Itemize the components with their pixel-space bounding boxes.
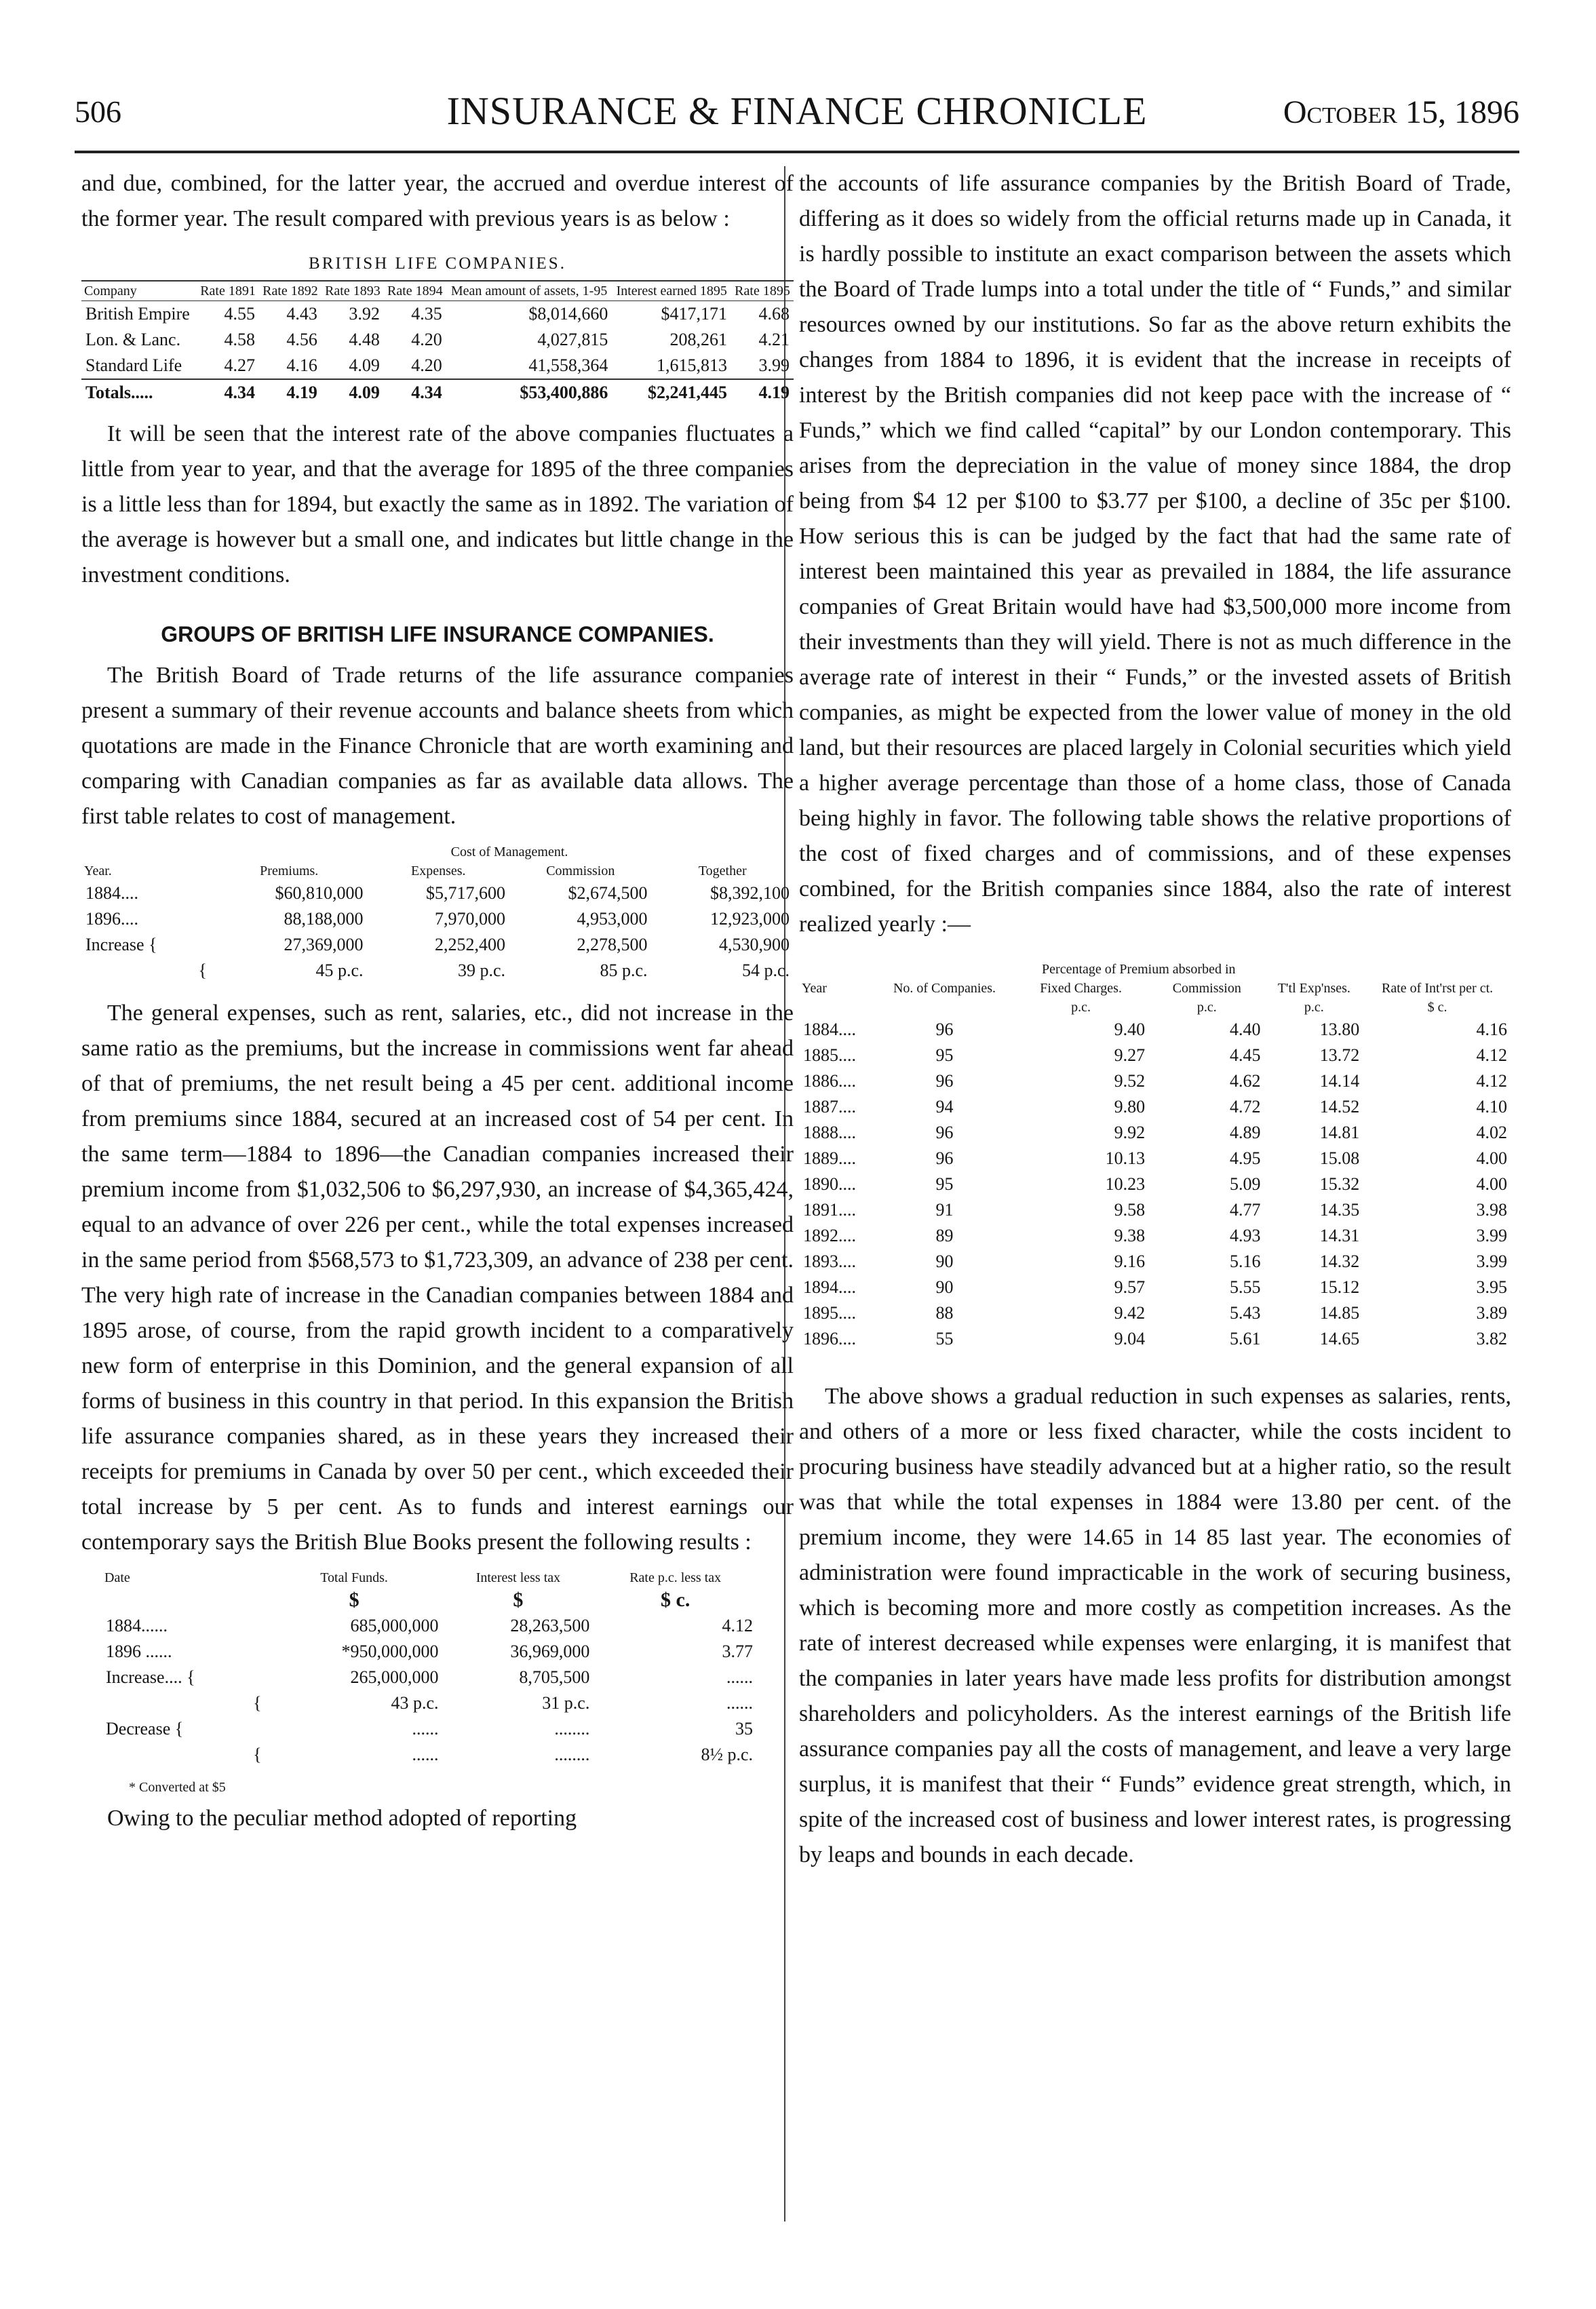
left-paragraph: The general expenses, such as rent, salaries, etc., did not increase in the same ratio as the premiums, but the increase in commissions went far ahead of that of premiums, the net result being a 45 per cent. additional income from premiums since 1884, secured at an increased cost of 54 per cent. In the same term—1884 to 1896—the Canadian companies increased their premium income from $1,032,506 to $6,297,930, an increase of $4,365,424, equal to an advance of over 226 per cent., while the total expenses increased in the same period from $568,573 to $1,723,309, an advance of 238 per cent. The very high rate of increase in the Canadian companies between 1884 and 1895 arose, of course, from the rapid growth incident to a comparatively new form of enterprise in this Dominion, and the general expansion of all forms of business in this country in that period. In this expansion the British life assurance companies shared, as in these years they increased their receipts for premiums in Canada by over 50 per cent., which exceeded their total increase by 5 per cent. As to funds and interest earnings our contemporary says the British Blue Books present the following results : — [81, 1001, 794, 1555]
table-cell: 91 — [935, 1200, 954, 1220]
table-cell: 14.32 — [1319, 1251, 1360, 1271]
table-cell: { — [253, 1745, 262, 1764]
table-cell: 10.23 — [1105, 1174, 1146, 1194]
table1-header: Company — [84, 284, 137, 298]
table-row — [81, 880, 794, 906]
table-cell: 54 p.c. — [741, 961, 790, 980]
page-number: 506 — [75, 94, 121, 129]
table-cell: 208,261 — [669, 330, 728, 349]
table-cell: 14.31 — [1319, 1226, 1360, 1245]
table-cell: 96 — [935, 1148, 954, 1168]
table4-unit: $ c. — [1427, 1000, 1447, 1015]
table-cell: 35 — [735, 1719, 753, 1739]
table-cell: 4.45 — [1229, 1045, 1261, 1065]
table-row — [799, 1068, 1511, 1094]
table-cell: 1896.... — [803, 1329, 856, 1348]
left-paragraph: It will be seen that the interest rate of the above companies fluctuates a little from year to year, and that the average for 1895 of the three companies is a little less than for 1894, but exactly the same as in 1892. The variation of the average is however but a small one, and indicates but little change in the investment conditions. — [81, 421, 794, 587]
table-cell: 4.58 — [224, 330, 255, 349]
table4-group-header-row — [799, 960, 1511, 979]
table2-header: Together — [698, 864, 747, 878]
table3-header-row — [102, 1568, 757, 1587]
table-cell: ...... — [726, 1667, 753, 1687]
table-cell: 4.48 — [349, 330, 380, 349]
table-cell: 3.95 — [1476, 1277, 1507, 1297]
table4-unit: p.c. — [1304, 1000, 1324, 1015]
table-cell: Decrease { — [106, 1719, 184, 1739]
table-cell: 14.52 — [1319, 1097, 1360, 1117]
table-cell: 4.72 — [1229, 1097, 1261, 1117]
table-cell: $60,810,000 — [275, 883, 364, 903]
table-cell: 36,969,000 — [510, 1642, 590, 1661]
table-cell: 14.14 — [1319, 1071, 1360, 1091]
table-cell: 9.40 — [1114, 1020, 1146, 1039]
table-row — [799, 1249, 1511, 1275]
table-cell: 4.34 — [411, 383, 442, 402]
table-cell: { — [253, 1693, 262, 1713]
table3-header: Interest less tax — [475, 1570, 561, 1585]
table-row — [81, 932, 794, 958]
table-row — [81, 301, 794, 328]
table1-header: Rate 1895 — [735, 284, 790, 298]
table-cell: 3.82 — [1476, 1329, 1507, 1348]
table1-header: Rate 1892 — [262, 284, 318, 298]
table-cell: 685,000,000 — [350, 1616, 439, 1635]
table-cell: 4.62 — [1229, 1071, 1261, 1091]
table4-header: Commission — [1172, 981, 1241, 996]
table-cell: 4.09 — [349, 355, 380, 375]
table-cell: 12,923,000 — [710, 909, 790, 929]
table-cell: 8½ p.c. — [701, 1745, 753, 1764]
table4-unit: p.c. — [1196, 1000, 1217, 1015]
table-cell: 4.00 — [1476, 1148, 1507, 1168]
table-cell: 1889.... — [803, 1148, 856, 1168]
table4-unit — [799, 998, 876, 1017]
table-cell: 39 p.c. — [457, 961, 506, 980]
cost-of-management-table — [81, 842, 794, 984]
table-cell: 3.92 — [349, 304, 380, 324]
table-cell: 4.40 — [1229, 1020, 1261, 1039]
table-cell: 4.27 — [224, 355, 255, 375]
table2-header: Year. — [84, 864, 112, 878]
british-life-companies-table — [81, 280, 794, 406]
table3-footnote: * Converted at $5 — [129, 1780, 226, 1795]
funds-and-interest-table — [102, 1568, 757, 1768]
table-cell: $2,674,500 — [568, 883, 648, 903]
right-paragraph: The above shows a gradual reduction in such expenses as salaries, rents, and others of a more or less fixed character, while the costs incident to procuring business have steadily advanced but at a higher ratio, so the result was that while the total expenses in 1884 were 13.80 per cent. of the premium income, they were 14.65 in 14 85 last year. The economies of administration were found impracticable in the work of securing business, which is becoming more and more costly as competition increases. As the rate of interest decreased while expenses were enlarging, it is manifest that the companies in later years have made less profits for distribution amongst shareholders and policyholders. As the interest earnings of the British life assurance companies pay all the costs of management, and leave a very large surplus, it is manifest that their “ Funds” evidence great strength, which, in spite of the increased cost of business and lower interest rates, is progressing by leaps and bounds in each decade. — [799, 1384, 1511, 1867]
table-cell: 4.12 — [1476, 1071, 1507, 1091]
table-cell: 4.10 — [1476, 1097, 1507, 1117]
table-cell: 2,252,400 — [435, 935, 506, 954]
table-cell: 1894.... — [803, 1277, 856, 1297]
table3-units-row — [102, 1587, 757, 1613]
publication-title: INSURANCE & FINANCE CHRONICLE — [446, 89, 1148, 133]
table-cell: 9.04 — [1114, 1329, 1146, 1348]
table-cell: $417,171 — [661, 304, 728, 324]
table-row — [799, 1223, 1511, 1249]
table-cell: 4.93 — [1229, 1226, 1261, 1245]
table-cell: 4.12 — [1476, 1045, 1507, 1065]
table-cell: 1896.... — [85, 909, 138, 929]
table1-header: Interest earned 1895 — [616, 284, 727, 298]
table-cell: Increase { — [85, 935, 157, 954]
table-cell: 8,705,500 — [519, 1667, 590, 1687]
table-row — [102, 1665, 757, 1690]
table-cell: 3.98 — [1476, 1200, 1507, 1220]
table-row — [799, 1171, 1511, 1197]
table3-unit: $ — [349, 1589, 359, 1611]
table-cell: 4.89 — [1229, 1123, 1261, 1142]
table4-unit — [876, 998, 1013, 1017]
table-row — [799, 1043, 1511, 1068]
table-cell: 9.80 — [1114, 1097, 1146, 1117]
table3-unit: $ — [513, 1589, 524, 1611]
left-paragraph: The British Board of Trade returns of the life assurance companies present a summary of their revenue accounts and balance sheets from which quotations are made in the Finance Chronicle that are worth examining and comparing with Canadian companies as far as available data allows. The first table relates to cost of management. — [81, 663, 794, 829]
table-cell: 89 — [935, 1226, 954, 1245]
table2-group-header-row — [81, 842, 794, 861]
table-cell: 3.89 — [1476, 1303, 1507, 1323]
table4-header: Fixed Charges. — [1040, 981, 1122, 996]
table-cell: 43 p.c. — [391, 1693, 439, 1713]
table-cell: ...... — [726, 1693, 753, 1713]
table-cell: 4.19 — [758, 383, 790, 402]
table-cell: 4.77 — [1229, 1200, 1261, 1220]
table-cell: 3.99 — [758, 355, 790, 375]
table-row — [102, 1690, 757, 1716]
table-cell: 15.32 — [1319, 1174, 1360, 1194]
table-cell: 27,369,000 — [284, 935, 364, 954]
table-cell: 3.77 — [722, 1642, 753, 1661]
table-row — [799, 1300, 1511, 1326]
table-cell: 95 — [935, 1045, 954, 1065]
table-cell: 14.81 — [1319, 1123, 1360, 1142]
table-cell: 14.35 — [1319, 1200, 1360, 1220]
table-cell: 5.61 — [1229, 1329, 1261, 1348]
table-cell: 95 — [935, 1174, 954, 1194]
table-cell: 14.65 — [1319, 1329, 1360, 1348]
table4-header: T'tl Exp'nses. — [1277, 981, 1350, 996]
expense-ratio-table — [799, 960, 1511, 1352]
table-cell: 4.55 — [224, 304, 255, 324]
table-cell: 7,970,000 — [435, 909, 506, 929]
table-cell: 9.42 — [1114, 1303, 1146, 1323]
right-column — [799, 166, 1511, 1873]
table-cell: 1884.... — [803, 1020, 856, 1039]
table-cell: 4.12 — [722, 1616, 753, 1635]
table2-group-header: Cost of Management. — [450, 845, 568, 859]
table-cell: $8,014,660 — [528, 304, 608, 324]
table-cell: 90 — [935, 1251, 954, 1271]
table-cell: 3.99 — [1476, 1251, 1507, 1271]
table-cell: 41,558,364 — [528, 355, 608, 375]
table2-header: Expenses. — [411, 864, 466, 878]
table-cell: 1890.... — [803, 1174, 856, 1194]
table-cell: 4.35 — [411, 304, 442, 324]
table-cell: 15.12 — [1319, 1277, 1360, 1297]
table-cell: $8,392,100 — [710, 883, 790, 903]
table-cell: 4,530,900 — [719, 935, 790, 954]
table-cell: 4.02 — [1476, 1123, 1507, 1142]
table4-header: Year — [802, 981, 827, 996]
left-intro-paragraph: and due, combined, for the latter year, the accrued and overdue interest of the former year. The result compared with previous years is as below : — [81, 171, 794, 231]
table-cell: 4.20 — [411, 330, 442, 349]
table-cell: 5.55 — [1229, 1277, 1261, 1297]
table-cell: $5,717,600 — [426, 883, 506, 903]
table-cell: 10.13 — [1105, 1148, 1146, 1168]
table1-header: Rate 1891 — [200, 284, 256, 298]
table-cell: 9.27 — [1114, 1045, 1146, 1065]
table-cell: 45 p.c. — [315, 961, 364, 980]
table3-header: Total Funds. — [320, 1570, 388, 1585]
table-cell: 15.08 — [1319, 1148, 1360, 1168]
table-cell: ........ — [554, 1719, 590, 1739]
table-cell: 14.85 — [1319, 1303, 1360, 1323]
table-row — [799, 1017, 1511, 1043]
table-row — [799, 1094, 1511, 1120]
table-cell: 90 — [935, 1277, 954, 1297]
table1-title: BRITISH LIFE COMPANIES. — [309, 254, 566, 273]
section-heading: GROUPS OF BRITISH LIFE INSURANCE COMPANIES. — [161, 622, 714, 646]
table4-header: Rate of Int'rst per ct. — [1382, 981, 1494, 996]
table-cell: Totals..... — [85, 383, 153, 402]
table3-unit: $ c. — [661, 1589, 690, 1611]
table-cell: 13.80 — [1319, 1020, 1360, 1039]
table-row — [81, 353, 794, 379]
table-cell: 9.38 — [1114, 1226, 1146, 1245]
left-column — [81, 166, 794, 1836]
table-cell: 1895.... — [803, 1303, 856, 1323]
table4-unit: p.c. — [1071, 1000, 1091, 1015]
table-row — [799, 1146, 1511, 1171]
table-cell: 4,953,000 — [577, 909, 648, 929]
table-row — [799, 1120, 1511, 1146]
table4-body — [799, 1017, 1511, 1352]
table-cell: 1886.... — [803, 1071, 856, 1091]
table-cell: 1891.... — [803, 1200, 856, 1220]
table4-units-row — [799, 998, 1511, 1017]
right-paragraph: the accounts of life assurance companies by the British Board of Trade, differing as it does so widely from the official returns made up in Canada, it is hardly possible to institute an exact comparison between the assets which the Board of Trade lumps into a total under the title of “ Funds,” and similar resources owned by our institutions. So far as the above return exhibits the changes from 1884 to 1896, it is evident that the increase in receipts of interest by the British companies did not keep pace with the increase of “ Funds,” which we find called “capital” by our London contemporary. This arises from the depreciation in the value of money since 1884, the drop being from $4 12 per $100 to $3.77 per $100, a decline of 35c per $100. How serious this is can be judged by the fact that had the same rate of interest been maintained this year as prevailed in 1884, the life assurance companies of Great Britain would have had $3,500,000 more income from their investments than they will yield. There is not as much difference in the average rate of interest in their “ Funds,” or the invested assets of British companies, as might be expected from the lower value of money in the old land, but their resources are placed largely in Colonial securities which yield a higher average percentage than those of a home class, those of Canada being highly in favor. The following table shows the relative proportions of the cost of fixed charges and of commissions, and of these expenses combined, for the British companies since 1884, also the rate of interest realized yearly :— — [799, 171, 1511, 937]
table-cell: 1888.... — [803, 1123, 856, 1142]
table-cell: 13.72 — [1319, 1045, 1360, 1065]
table-cell: 9.57 — [1114, 1277, 1146, 1297]
table2-header: Premiums. — [260, 864, 319, 878]
table-cell: 31 p.c. — [542, 1693, 590, 1713]
header-rule — [75, 151, 1519, 153]
table-cell: 4.19 — [286, 383, 317, 402]
table4-header-row — [799, 979, 1511, 998]
table-cell: 4.34 — [224, 383, 255, 402]
table4-header: No. of Companies. — [893, 981, 996, 996]
table-cell: $2,241,445 — [648, 383, 728, 402]
table-cell: 1896 ...... — [106, 1642, 172, 1661]
page-header — [75, 88, 1519, 142]
table4-group-header: Percentage of Premium absorbed in — [1042, 962, 1236, 977]
table-row — [799, 1326, 1511, 1352]
table-cell: 4.20 — [411, 355, 442, 375]
table1-header-row — [81, 281, 794, 301]
table-cell: British Empire — [85, 304, 190, 324]
table-cell: ...... — [412, 1719, 439, 1739]
table-cell: 4.43 — [286, 304, 317, 324]
table-cell: 88 — [935, 1303, 954, 1323]
table1-total-row — [81, 379, 794, 406]
table-cell: ...... — [412, 1745, 439, 1764]
table-cell: 1887.... — [803, 1097, 856, 1117]
table-cell: 5.43 — [1229, 1303, 1261, 1323]
table-cell: ........ — [554, 1745, 590, 1764]
table-cell: 9.16 — [1114, 1251, 1146, 1271]
table-cell: 4.16 — [286, 355, 317, 375]
table-row — [81, 958, 794, 984]
table-cell: Lon. & Lanc. — [85, 330, 181, 349]
table-cell: 1893.... — [803, 1251, 856, 1271]
left-paragraph: Owing to the peculiar method adopted of reporting — [107, 1806, 577, 1831]
table2-header: Commission — [546, 864, 615, 878]
table-cell: 1884.... — [85, 883, 138, 903]
table-cell: 96 — [935, 1071, 954, 1091]
table-row — [799, 1275, 1511, 1300]
table3-header: Rate p.c. less tax — [629, 1570, 722, 1585]
table-cell: 85 p.c. — [600, 961, 648, 980]
table-row — [102, 1742, 757, 1768]
table-row — [102, 1613, 757, 1639]
table-cell: 55 — [935, 1329, 954, 1348]
table-cell: 4.09 — [349, 383, 380, 402]
table-cell: 88,188,000 — [284, 909, 364, 929]
table-cell: 4.16 — [1476, 1020, 1507, 1039]
table-cell: 265,000,000 — [350, 1667, 439, 1687]
table-cell: 4,027,815 — [537, 330, 608, 349]
table-row — [102, 1639, 757, 1665]
table1-header: Rate 1894 — [387, 284, 443, 298]
table3-unit — [102, 1587, 266, 1613]
table-cell: Standard Life — [85, 355, 182, 375]
table-cell: 96 — [935, 1123, 954, 1142]
table-cell: 1884...... — [106, 1616, 168, 1635]
table-cell: 9.92 — [1114, 1123, 1146, 1142]
table-cell: { — [198, 961, 207, 980]
table-cell: 4.00 — [1476, 1174, 1507, 1194]
table-cell: 2,278,500 — [577, 935, 648, 954]
table-cell: 28,263,500 — [510, 1616, 590, 1635]
table-cell: 96 — [935, 1020, 954, 1039]
table1-header: Rate 1893 — [325, 284, 381, 298]
table-row — [81, 327, 794, 353]
table-cell: 5.16 — [1229, 1251, 1261, 1271]
table-cell: 5.09 — [1229, 1174, 1261, 1194]
table-row — [102, 1716, 757, 1742]
table-cell: 4.68 — [758, 304, 790, 324]
table1-header: Mean amount of assets, 1-95 — [450, 284, 608, 298]
issue-date: October 15, 1896 — [1283, 94, 1519, 130]
table-cell: 4.56 — [286, 330, 317, 349]
table-cell: 9.52 — [1114, 1071, 1146, 1091]
table-cell: 1892.... — [803, 1226, 856, 1245]
table-cell: $53,400,886 — [520, 383, 608, 402]
table-cell: 1,615,813 — [657, 355, 728, 375]
table-cell: 1885.... — [803, 1045, 856, 1065]
table-cell: 94 — [935, 1097, 954, 1117]
table2-header-row — [81, 861, 794, 880]
table-row — [81, 906, 794, 932]
table3-header: Date — [104, 1570, 130, 1585]
table-row — [799, 1197, 1511, 1223]
table-cell: 9.58 — [1114, 1200, 1146, 1220]
table-cell: Increase.... { — [106, 1667, 195, 1687]
table-cell: *950,000,000 — [341, 1642, 439, 1661]
table-cell: 3.99 — [1476, 1226, 1507, 1245]
table-cell: 4.21 — [758, 330, 790, 349]
table-cell: 4.95 — [1229, 1148, 1261, 1168]
